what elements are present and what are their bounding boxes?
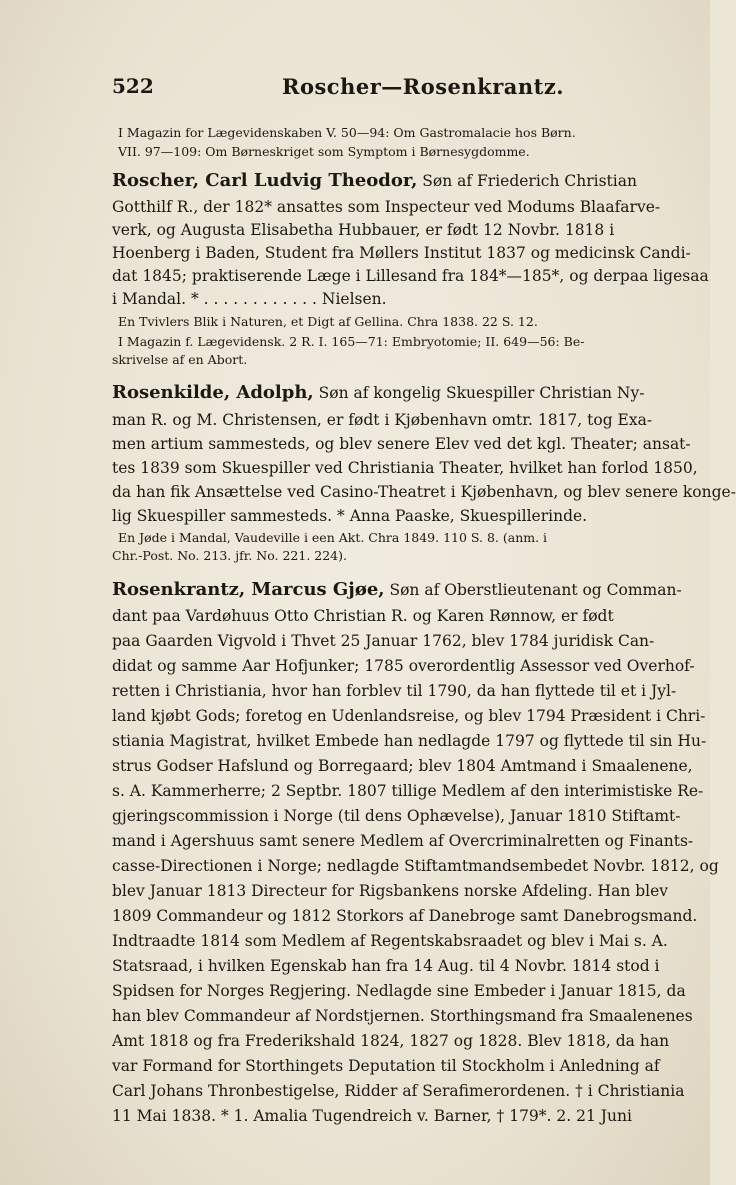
intro-line: VII. 97—109: Om Børneskriget som Symptom i Børnesygdomme.	[118, 144, 530, 159]
entry-line: Gotthilf R., der 182* ansattes som Inspecteur ved Modums Blaafarve-	[112, 198, 661, 216]
entry-text: Søn af kongelig Skuespiller Christian Ny-	[318, 384, 645, 402]
entry-line: Statsraad, i hvilken Egenskab han fra 14 Aug. til 4 Novbr. 1814 stod i	[112, 957, 660, 975]
entry-line: verk, og Augusta Elisabetha Hubbauer, er født 12 Novbr. 1818 i	[112, 221, 615, 239]
entry-line: gjeringscommission i Norge (til dens Ophævelse), Januar 1810 Stiftamt-	[112, 807, 681, 825]
entry-line: Spidsen for Norges Regjering. Nedlagde sine Embeder i Januar 1815, da	[112, 982, 686, 1000]
entry-line: Carl Johans Thronbestigelse, Ridder af Serafimerordenen. † i Christiania	[112, 1082, 685, 1100]
entry-line: strus Godser Hafslund og Borregaard; blev 1804 Amtmand i Smaalenene,	[112, 757, 693, 775]
entry-line: da han fik Ansættelse ved Casino-Theatret i Kjøbenhavn, og blev senere konge-	[112, 483, 736, 501]
running-title: Roscher—Rosenkrantz.	[282, 74, 565, 99]
entry-headword: Roscher, Carl Ludvig Theodor,	[112, 170, 418, 191]
entry-line: han blev Commandeur af Nordstjernen. Storthingsmand fra Smaalenenes	[112, 1007, 693, 1025]
entry-line: Amt 1818 og fra Frederikshald 1824, 1827 og 1828. Blev 1818, da han	[112, 1032, 670, 1050]
entry-headword: Rosenkilde, Adolph,	[112, 382, 314, 403]
entry-line: retten i Christiania, hvor han forblev til 1790, da han flyttede til et i Jyl-	[112, 682, 677, 700]
entry-line: paa Gaarden Vigvold i Thvet 25 Januar 1762, blev 1784 juridisk Can-	[112, 632, 655, 650]
entry-line: lig Skuespiller sammesteds. * Anna Paaske, Skuespillerinde.	[112, 507, 588, 525]
entry-headword: Rosenkrantz, Marcus Gjøe,	[112, 579, 385, 600]
entry-line: blev Januar 1813 Directeur for Rigsbankens norske Afdeling. Han blev	[112, 882, 669, 900]
bibliography-note: I Magazin f. Lægevidensk. 2 R. I. 165—71: Embryotomie; II. 649—56: Be-	[118, 334, 585, 349]
page-number: 522	[112, 74, 154, 98]
entry-text: Søn af Friederich Christian	[422, 172, 637, 190]
entry-line: casse-Directionen i Norge; nedlagde Stiftamtmandsembedet Novbr. 1812, og	[112, 857, 719, 875]
intro-line: I Magazin for Lægevidenskaben V. 50—94: Om Gastromalacie hos Børn.	[118, 125, 576, 140]
entry-roscher-first-line	[112, 170, 657, 192]
entry-line: i Mandal. * . . . . . . . . . . . . Nielsen.	[112, 290, 387, 308]
bibliography-note: Chr.-Post. No. 213. jfr. No. 221. 224).	[112, 548, 347, 563]
entry-text: Søn af Oberstlieutenant og Comman-	[389, 581, 682, 599]
entry-line: dat 1845; praktiserende Læge i Lillesand fra 184*—185*, og derpaa ligesaa	[112, 267, 709, 285]
bibliography-note: skrivelse af en Abort.	[112, 352, 248, 367]
entry-line: tes 1839 som Skuespiller ved Christiania Theater, hvilket han forlod 1850,	[112, 459, 698, 477]
entry-line: var Formand for Storthingets Deputation til Stockholm i Anledning af	[112, 1057, 660, 1075]
page-header	[112, 74, 650, 104]
entry-line: 1809 Commandeur og 1812 Storkors af Danebroge samt Danebrogsmand.	[112, 907, 698, 925]
entry-line: dant paa Vardøhuus Otto Christian R. og Karen Rønnow, er født	[112, 607, 614, 625]
entry-line: men artium sammesteds, og blev senere Elev ved det kgl. Theater; ansat-	[112, 435, 691, 453]
entry-line: stiania Magistrat, hvilket Embede han nedlagde 1797 og flyttede til sin Hu-	[112, 732, 707, 750]
entry-line: didat og samme Aar Hofjunker; 1785 overordentlig Assessor ved Overhof-	[112, 657, 695, 675]
bibliography-note: En Jøde i Mandal, Vaudeville i een Akt. Chra 1849. 110 S. 8. (anm. i	[118, 530, 548, 545]
entry-line: man R. og M. Christensen, er født i Kjøbenhavn omtr. 1817, tog Exa-	[112, 411, 653, 429]
entry-line: mand i Agershuus samt senere Medlem af Overcriminalretten og Finants-	[112, 832, 694, 850]
bibliography-note: En Tvivlers Blik i Naturen, et Digt af Gellina. Chra 1838. 22 S. 12.	[118, 314, 538, 329]
entry-line: s. A. Kammerherre; 2 Septbr. 1807 tillige Medlem af den interimistiske Re-	[112, 782, 704, 800]
entry-rosenkilde-first-line	[112, 382, 657, 404]
entry-rosenkrantz-first-line	[112, 579, 682, 601]
entry-line: Hoenberg i Baden, Student fra Møllers Institut 1837 og medicinsk Candi-	[112, 244, 691, 262]
entry-line: 11 Mai 1838. * 1. Amalia Tugendreich v. Barner, † 179*. 2. 21 Juni	[112, 1107, 632, 1125]
entry-line: land kjøbt Gods; foretog en Udenlandsreise, og blev 1794 Præsident i Chri-	[112, 707, 706, 725]
entry-line: Indtraadte 1814 som Medlem af Regentskabsraadet og blev i Mai s. A.	[112, 932, 668, 950]
